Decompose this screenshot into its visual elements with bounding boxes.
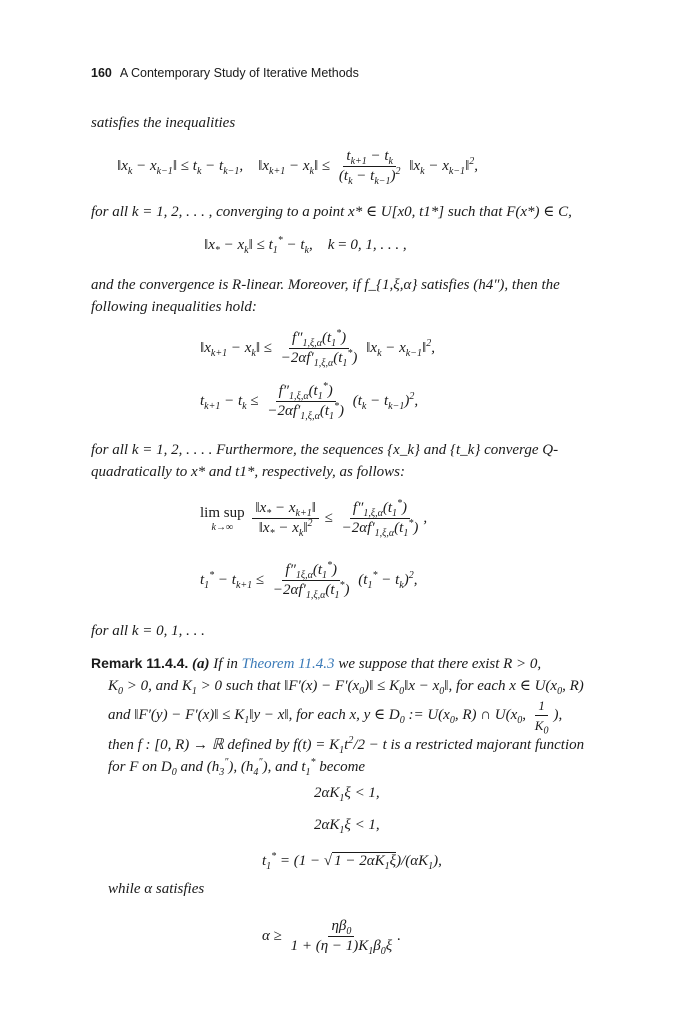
remark-11-4-4: Remark 11.4.4. (a) If in Theorem 11.4.3 we suppose that there exist R > 0, $K_0 > 0$, and $K_1 > 0$ such that ‖F′(x) − $F'(x_0)‖$ ≤ $K_0‖x$ − $x_0‖$, for each x ∈ $U(x_0$, R) and ‖F′(y) − F′(x)‖ ≤ $K_1‖y$ − x‖, for each x, y ∈ $D_0$ := $U(x_0$, R) ∩ $U(x_0$, $\frac{1}{K_0}$ ), then f : [0, R) → ℝ defined by $f(t) = K_1t^2/2 - t$ is a restricted majorant function for F on $D_0$ and $(h_3'')$, $(h_4'')$, and $t_1^*$ become bbox=[91, 655, 585, 778]
book-title: A Contemporary Study of Iterative Methods bbox=[119, 66, 359, 80]
equation-7: $2\alpha K_1\xi < 1$, bbox=[314, 785, 380, 804]
paragraph-r-linear: and the convergence is R-linear. Moreover, if f_{1,ξ,α} satisfies (h4″), then the following inequalities hold: bbox=[91, 277, 560, 315]
page-number: 160 bbox=[91, 66, 112, 80]
paragraph-for-all-k-0: for all k = 0, 1, . . . bbox=[91, 623, 205, 639]
equation-2: $‖x_*$ − $x_k‖ \le t_1^* - t_k$, k = 0, 1, . . . , bbox=[204, 235, 407, 256]
equation-6: $t_1^* - t_{k+1}$ ≤ $\frac{f''_{1\xi,\alpha}(t_1^*)}{-2\alpha f'_{1,\xi,\alpha}(t_1^*)}$ $(t_1^* - t_k)^2$, bbox=[200, 560, 418, 601]
equation-1: $‖x_k$ − $x_{k-1}‖ \le t_k - t_{k-1}$, $‖x_{k+1}$ − $x_k‖$ ≤ $\frac{t_{k+1} - t_k}{(t_k - t_{k-1})^2}$ $‖x_k$ − $x_{k-1}‖^2$, bbox=[117, 148, 479, 187]
equation-4: $t_{k+1} - t_k$ ≤ $\frac{f''_{1,\xi,\alpha}(t_1^*)}{-2\alpha f'_{1,\xi,\alpha}(t_1^*)}$ $(t_k - t_{k-1})^2$, bbox=[200, 381, 419, 422]
equation-8: $2\alpha K_1\xi < 1$, bbox=[314, 817, 380, 836]
remark-label: (a) bbox=[192, 656, 210, 672]
equation-3: $‖x_{k+1}$ − $x_k‖$ ≤ $\frac{f''_{1,\xi,\alpha}(t_1^*)}{-2\alpha f'_{1,\xi,\alpha}(t_1^*)}$ $‖x_k$ − $x_{k-1}‖^2$, bbox=[200, 328, 435, 369]
equation-9: $t_1^* = (1$ − √ $1 - 2\alpha K_1\xi)/(\alpha K_1)$, bbox=[262, 851, 442, 872]
paragraph-satisfies: satisfies the inequalities bbox=[91, 115, 236, 131]
running-header bbox=[91, 66, 359, 80]
equation-5: lim sup k→∞ $\frac{‖x_* - x_{k+1}‖}{‖x_* - x_k‖^2}$ ≤ $\frac{f''_{1,\xi,\alpha}(t_1^*)}{-2\alpha f'_{1,\xi,\alpha}(t_1^*)}$ , bbox=[200, 498, 428, 539]
equation-10: α ≥ $\frac{\eta\beta_0}{1 + (\eta - 1)K_1\beta_0\xi}$ . bbox=[262, 918, 401, 957]
paragraph-for-all-k: for all k = 1, 2, . . . , converging to a point x* ∈ U[x0, t1*] such that F(x*) ∈ C, bbox=[91, 204, 572, 220]
paragraph-while-alpha: while α satisfies bbox=[108, 881, 205, 897]
remark-heading: Remark 11.4.4. bbox=[91, 655, 189, 671]
theorem-link[interactable]: Theorem 11.4.3 bbox=[241, 656, 335, 672]
paragraph-furthermore: for all k = 1, 2, . . . . Furthermore, the sequences {x_k} and {t_k} converge Q-quadratically to x* and t1*, respectively, as follows: bbox=[91, 442, 559, 480]
